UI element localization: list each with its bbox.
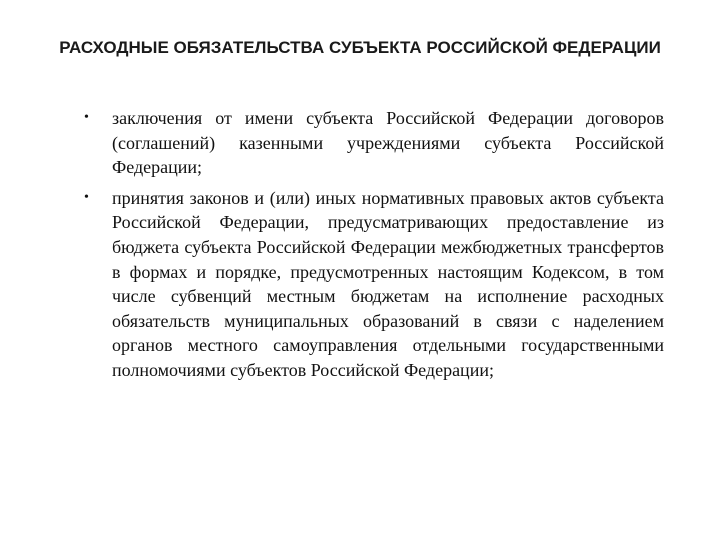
bullet-text: заключения от имени субъекта Российской Федерации договоров (соглашений) казенными учреждениями субъекта Российской Федерации; [112,108,664,178]
bullet-list [84,106,664,389]
bullet-icon: • [84,110,89,125]
slide-title: РАСХОДНЫЕ ОБЯЗАТЕЛЬСТВА СУБЪЕКТА РОССИЙСКОЙ ФЕДЕРАЦИИ [59,38,661,57]
bullet-item [84,106,664,180]
bullet-icon: • [84,189,89,205]
bullet-text: принятия законов и (или) иных нормативных правовых актов субъекта Российской Федерации, предусматривающих предоставление из бюджета субъекта Российской Федерации межбюджетных трансфертов в формах и порядке, предусмотренных настоящим Кодексом, в том числе субвенций местным бюджетам на исполнение расходных обязательств муниципальных образований в связи с наделением органов местного самоуправления отдельными государственными полномочиями субъектов Российской Федерации; [112,187,664,380]
bullet-item [84,186,664,383]
